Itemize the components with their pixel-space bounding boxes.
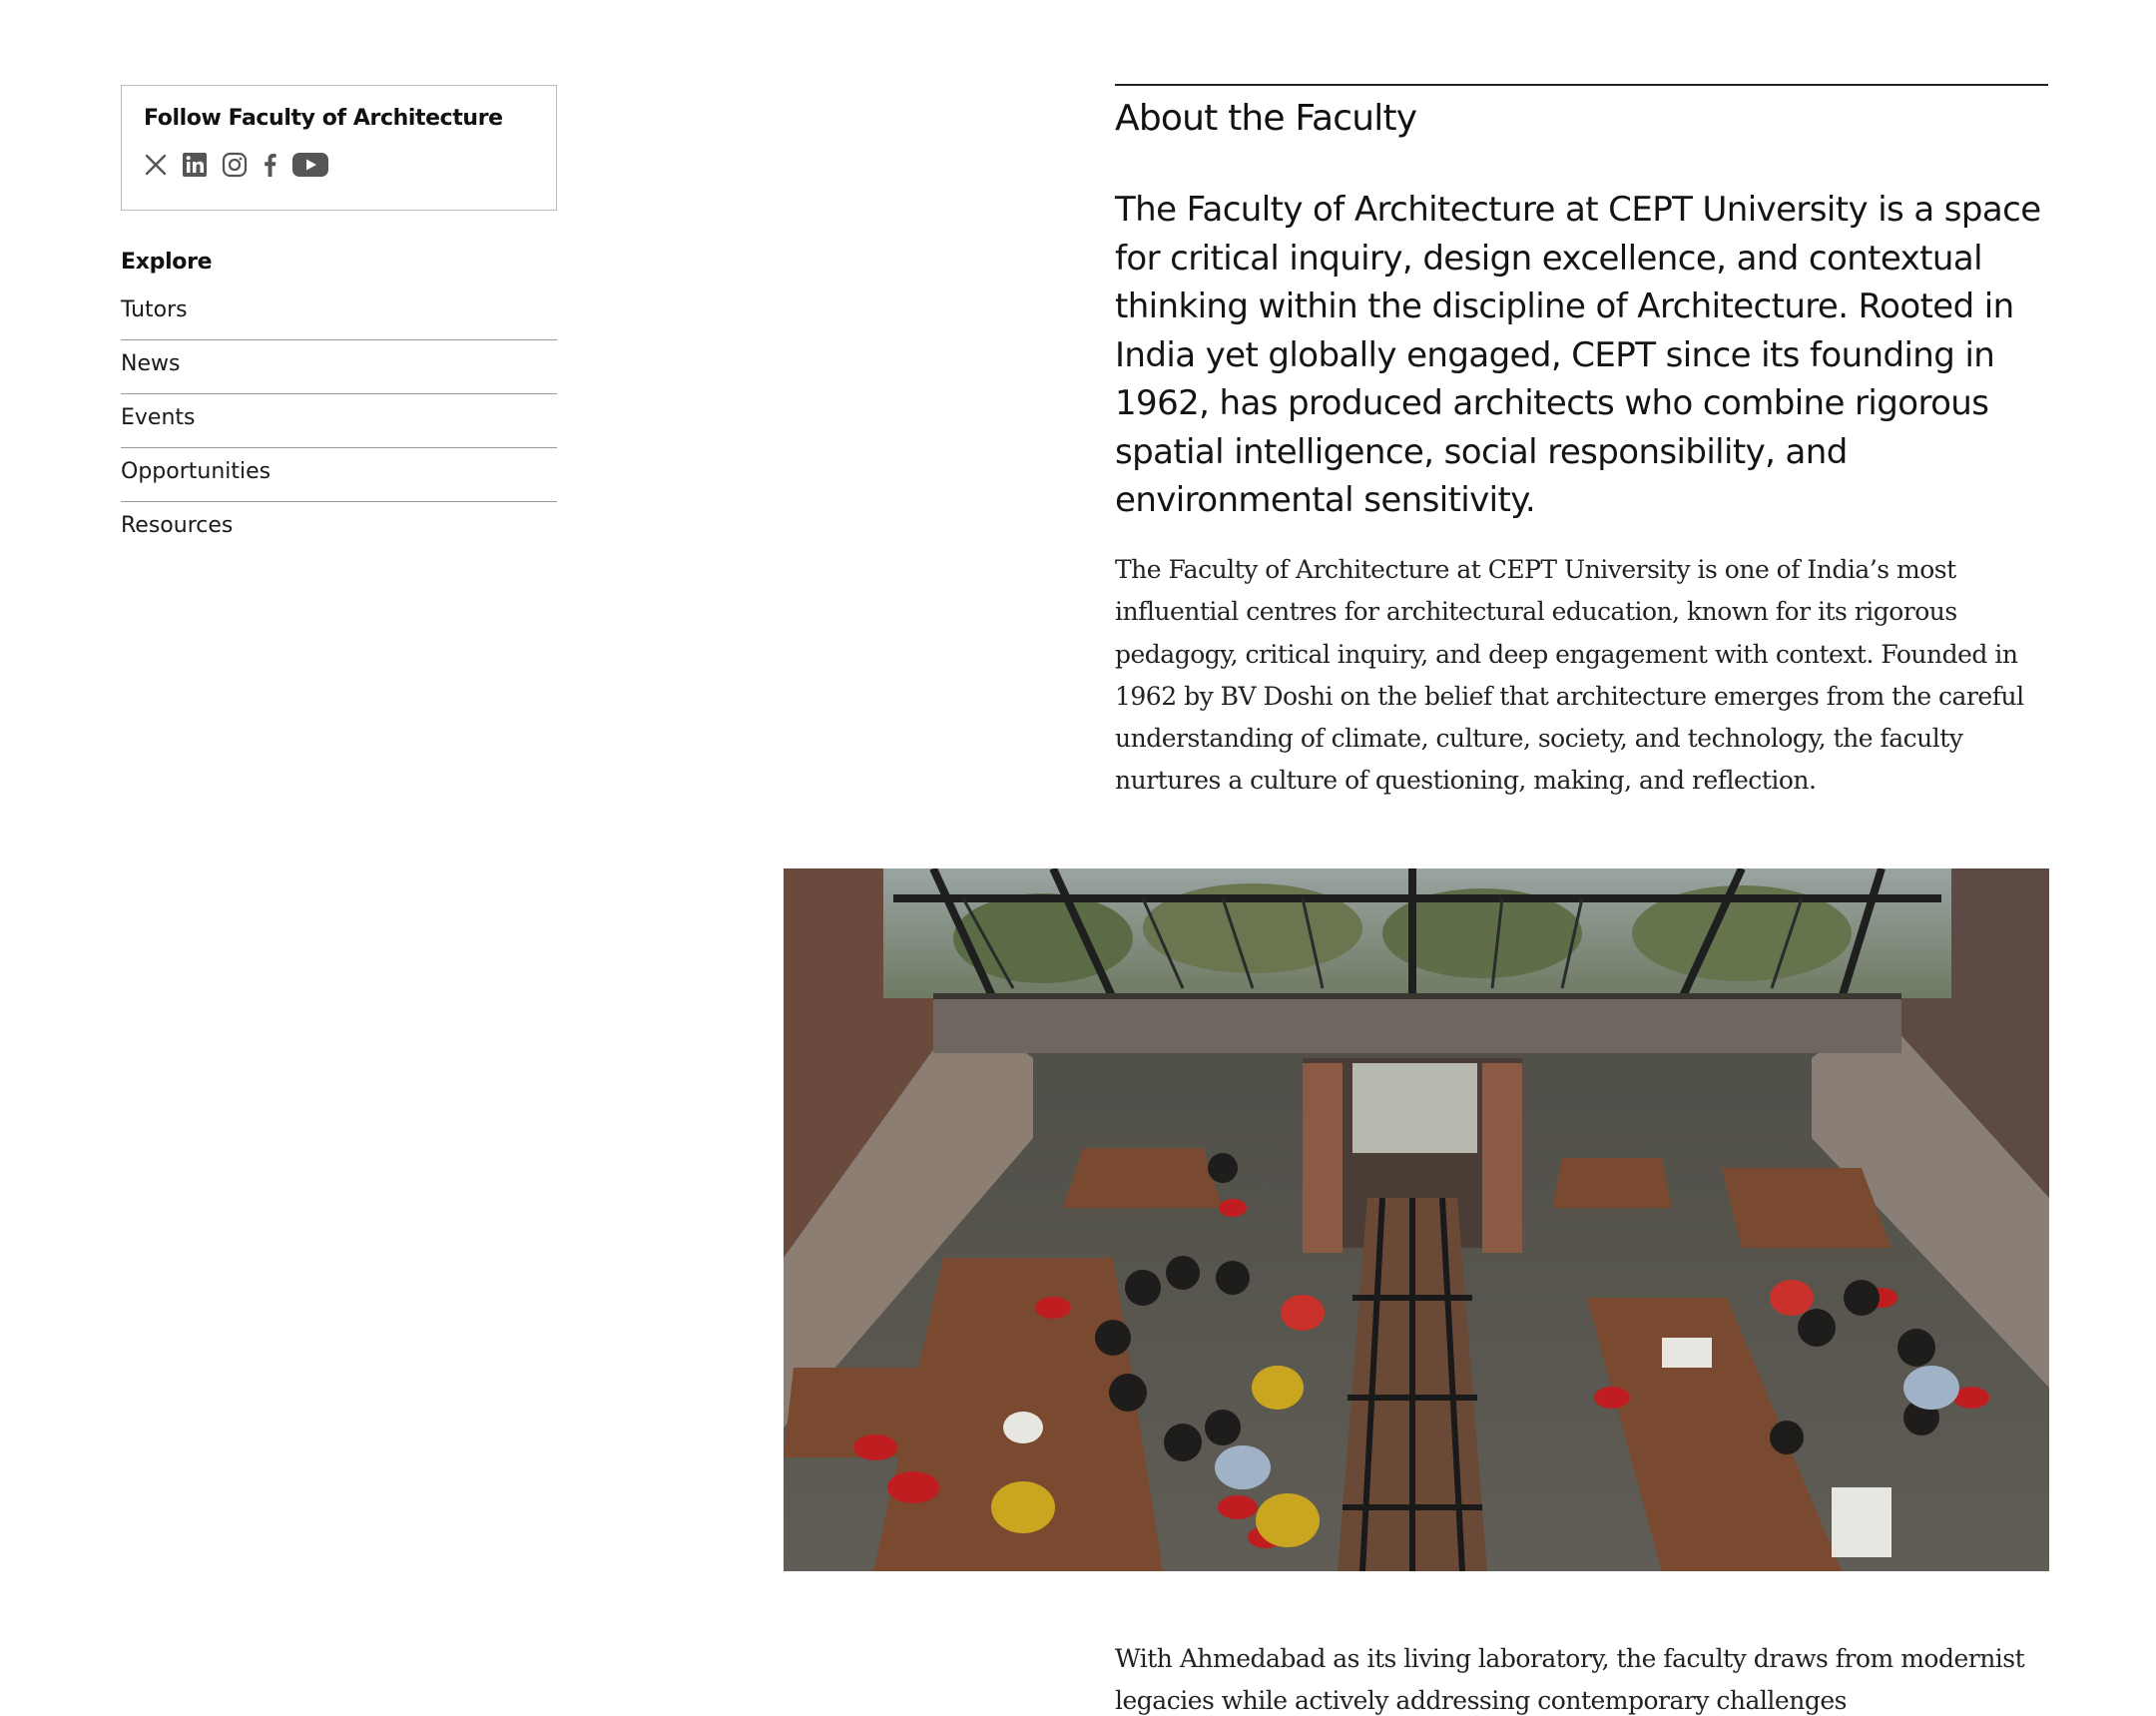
explore-item-news[interactable]: News	[121, 340, 557, 394]
explore-item-events[interactable]: Events	[121, 394, 557, 448]
follow-title: Follow Faculty of Architecture	[144, 106, 503, 131]
social-links	[144, 151, 534, 179]
explore-item-resources[interactable]: Resources	[121, 513, 234, 538]
studio-photo	[784, 868, 2049, 1571]
section-divider	[1115, 84, 2048, 86]
linkedin-icon[interactable]	[182, 152, 208, 178]
explore-item-tutors[interactable]: Tutors	[121, 286, 557, 340]
explore-list	[121, 286, 557, 556]
facebook-icon[interactable]	[262, 152, 277, 178]
instagram-icon[interactable]	[222, 152, 248, 178]
x-icon[interactable]	[144, 153, 168, 177]
lead-paragraph: The Faculty of Architecture at CEPT University is a space for critical inquiry, design excellence, and contextual thinking within the discipline of Architecture. Rooted in India yet globally engaged, CEPT since its founding in 1962, has produced architects who combine rigorous spatial intelligence, social responsibility, and environmental sensitivity.	[1115, 190, 2041, 520]
explore-nav	[121, 250, 557, 556]
explore-item-opportunities[interactable]: Opportunities	[121, 448, 557, 502]
section-title: About the Faculty	[1115, 98, 1417, 139]
explore-title: Explore	[121, 250, 213, 275]
body-paragraph: With Ahmedabad as its living laboratory, the faculty draws from modernist legacies while actively addressing contemporary challenges	[1115, 1644, 2025, 1716]
youtube-icon[interactable]	[291, 151, 329, 179]
body-paragraph: The Faculty of Architecture at CEPT University is one of India’s most influential centres for architectural education, known for its rigorous pedagogy, critical inquiry, and deep engagement with context. Founded in 1962 by BV Doshi on the belief that architecture emerges from the careful understanding of climate, culture, society, and technology, the faculty nurtures a culture of questioning, making, and reflection.	[1115, 555, 2024, 796]
follow-box	[121, 85, 557, 211]
